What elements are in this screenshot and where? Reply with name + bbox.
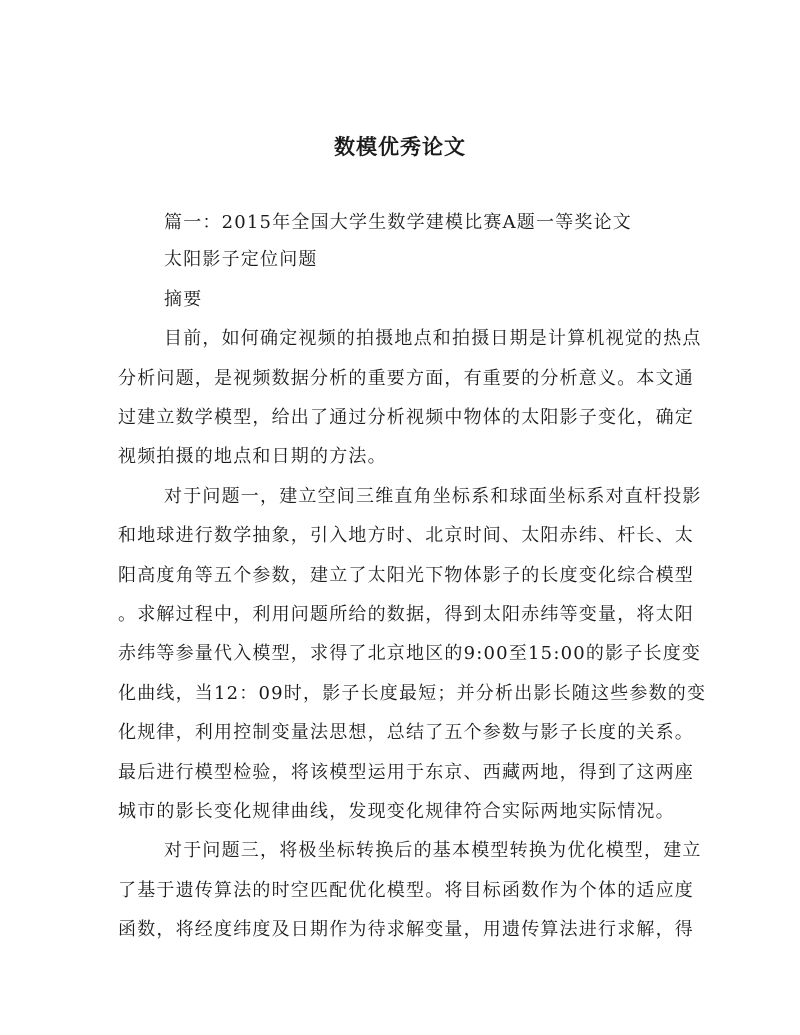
paragraph-line: 化规律，利用控制变量法思想，总结了五个参数与影子长度的关系。 [118,722,694,743]
paragraph-line: 和地球进行数学抽象，引入地方时、北京时间、太阳赤纬、杆长、太 [118,525,694,546]
paragraph-line: 对于问题三，将极坐标转换后的基本模型转换为优化模型，建立 [164,840,702,861]
paragraph-line: 最后进行模型检验，将该模型运用于东京、西藏两地，得到了这两座 [118,762,694,783]
document-title: 数模优秀论文 [334,134,466,159]
paragraph-line: 化曲线，当12：09时，影子长度最短；并分析出影长随这些参数的变 [118,683,707,704]
paragraph-line: 城市的影长变化规律曲线，发现变化规律符合实际两地实际情况。 [118,801,675,822]
paragraph-line: 赤纬等参量代入模型，求得了北京地区的9:00至15:00的影子长度变 [118,643,702,664]
abstract-label: 摘要 [164,289,203,310]
paragraph-line: 阳高度角等五个参数，建立了太阳光下物体影子的长度变化综合模型 [118,565,694,586]
paragraph-line: 目前，如何确定视频的拍摄地点和拍摄日期是计算机视觉的热点 [164,328,702,349]
section-heading: 篇一：2015年全国大学生数学建模比赛A题一等奖论文 [164,212,633,233]
paragraph-line: 过建立数学模型，给出了通过分析视频中物体的太阳影子变化，确定 [118,407,694,428]
paragraph-line: 分析问题，是视频数据分析的重要方面，有重要的分析意义。本文通 [118,368,694,389]
paragraph-line: 。求解过程中，利用问题所给的数据，得到太阳赤纬等变量，将太阳 [118,604,694,625]
paragraph-line: 视频拍摄的地点和日期的方法。 [118,446,387,467]
paragraph-line: 对于问题一，建立空间三维直角坐标系和球面坐标系对直杆投影 [164,486,702,507]
paper-subtitle: 太阳影子定位问题 [164,249,318,270]
paragraph-line: 了基于遗传算法的时空匹配优化模型。将目标函数作为个体的适应度 [118,880,694,901]
paragraph-line: 函数，将经度纬度及日期作为待求解变量，用遗传算法进行求解，得 [118,919,694,940]
